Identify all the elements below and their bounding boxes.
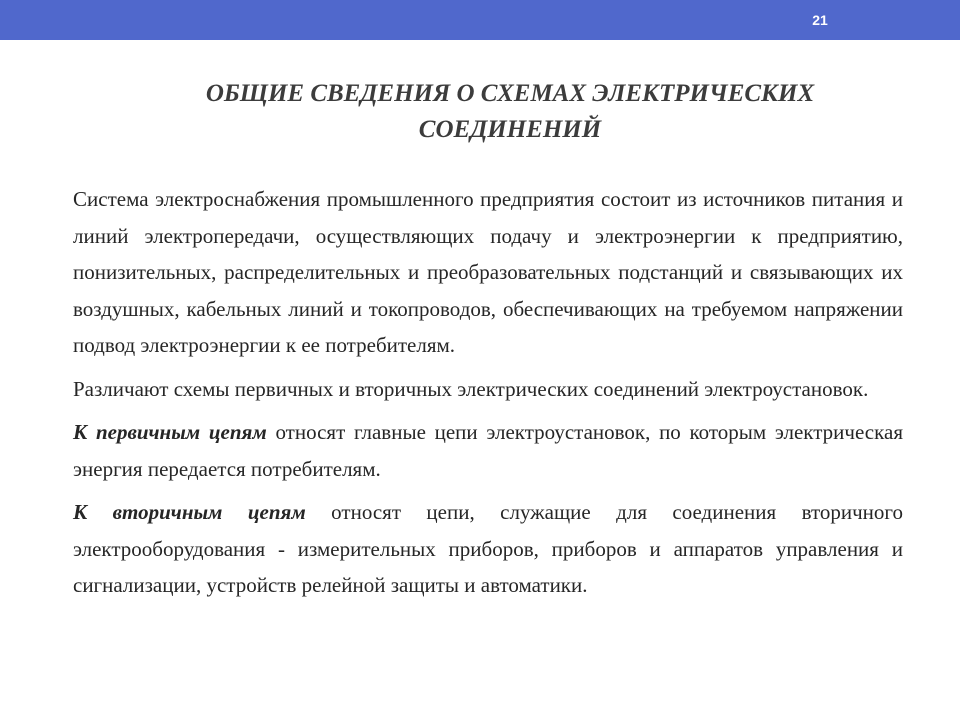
slide-body — [73, 181, 903, 611]
slide-title-line-2: СОЕДИНЕНИЙ — [418, 116, 602, 143]
slide-title — [100, 76, 920, 148]
paragraph-circuit-types: Различают схемы первичных и вторичных электрических соединений электроустановок. — [73, 376, 869, 401]
paragraph-power-supply-system: Система электроснабжения промышленного предприятия состоит из источников питания и линий электропередачи, осуществляющих подачу и электроэнергии к предприятию, понизительных, распределительных и преобразовательных подстанций и связывающих их воздушных, кабельных линий и токопроводов, обеспечивающих на требуемом напряжении подвод электроэнергии к ее потребителям. — [73, 187, 903, 357]
term-primary-circuits: К первичным цепям — [73, 420, 267, 444]
page-number: 21 — [812, 12, 828, 28]
primary-circuits-definition: относят главные цепи электроустановок, по которым электрическая энергия передается потребителям. — [73, 420, 903, 481]
paragraph-secondary-circuits — [73, 494, 903, 604]
term-secondary-circuits: К вторичным цепям — [73, 500, 306, 524]
slide-title-line-1: ОБЩИЕ СВЕДЕНИЯ О СХЕМАХ ЭЛЕКТРИЧЕСКИХ — [205, 80, 815, 107]
header-bar — [0, 0, 960, 40]
paragraph-primary-circuits — [73, 414, 903, 487]
secondary-circuits-definition: относят цепи, служащие для соединения вторичного электрооборудования - измерительных приборов, приборов и аппаратов управления и сигнализации, устройств релейной защиты и автоматики. — [73, 500, 903, 597]
